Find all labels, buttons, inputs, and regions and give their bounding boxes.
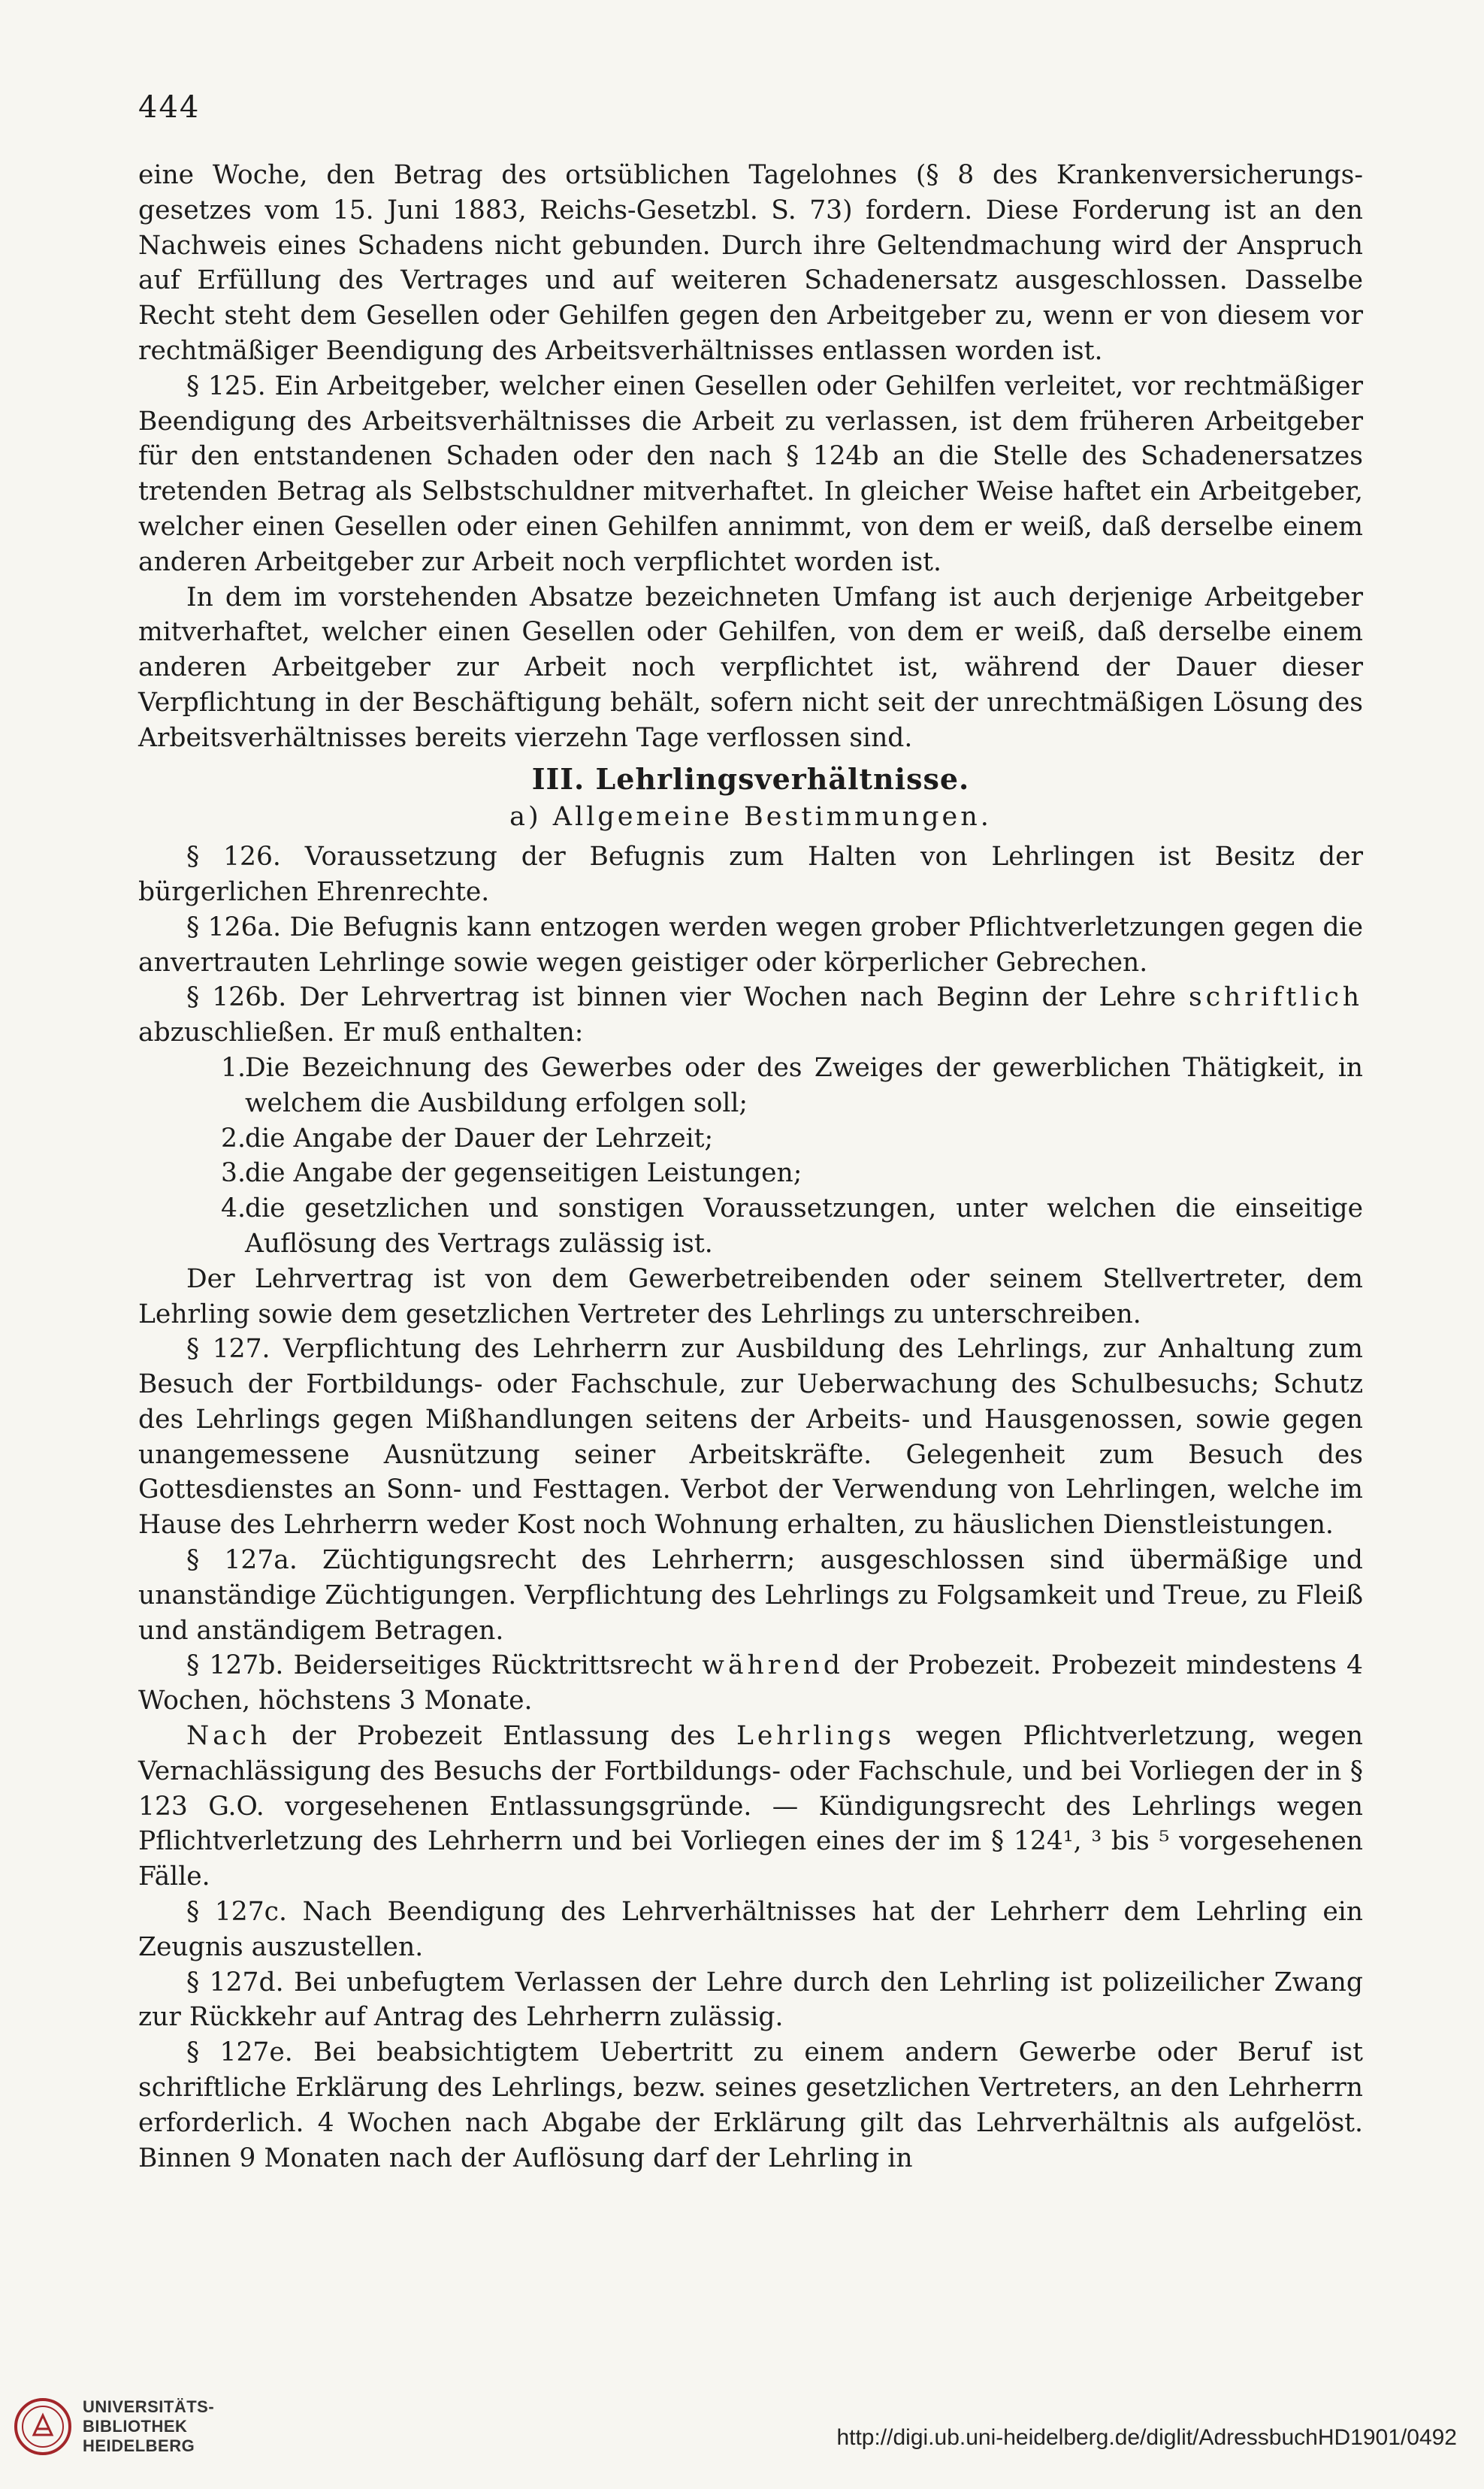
- list-item: [138, 1051, 1363, 1121]
- logo-line: HEIDELBERG: [83, 2436, 195, 2455]
- paragraph-127a: § 127a. Züchtigungsrecht des Lehrherrn; ausgeschlossen sind übermäßige und unanständige Züchtigungen. Verpflichtung des Lehrlings zu Folgsamkeit und Treue, zu Fleiß und anständigem Betragen.: [138, 1545, 1363, 1646]
- text-run: der Probezeit. Probezeit mindestens 4 Wochen, höchstens 3 Monate.: [138, 1650, 1364, 1716]
- emphasis: Nach: [186, 1721, 271, 1752]
- list-text: die Angabe der Dauer der Lehrzeit;: [245, 1123, 714, 1154]
- list-number: 3.: [221, 1158, 246, 1189]
- list-number: 1.: [221, 1052, 246, 1083]
- paragraph: Der Lehrvertrag ist von dem Gewerbetreibenden oder seinem Stellvertreter, dem Lehrling sowie dem gesetzlichen Vertreter des Lehrlings zu unterschreiben.: [138, 1263, 1363, 1329]
- emphasis: während: [702, 1650, 844, 1681]
- paragraph-126a: § 126a. Die Befugnis kann entzogen werden wegen grober Pflichtverletzungen gegen die anvertrauten Lehrlinge sowie wegen geistiger oder körperlicher Gebrechen.: [138, 912, 1363, 978]
- library-logo[interactable]: [14, 2397, 214, 2456]
- page-text: [138, 158, 1363, 2176]
- university-seal-icon: [14, 2397, 72, 2456]
- logo-text: [83, 2397, 214, 2456]
- paragraph: [138, 1719, 1363, 1895]
- list-text: Die Bezeichnung des Gewerbes oder des Zweiges der gewerblichen Thätigkeit, in welchem die Ausbildung erfolgen soll;: [245, 1052, 1363, 1118]
- source-url-link[interactable]: http://digi.ub.uni-heidelberg.de/diglit/AdressbuchHD1901/0492: [836, 2425, 1457, 2450]
- text-run: § 126b. Der Lehrvertrag ist binnen vier Wochen nach Beginn der Lehre: [186, 982, 1176, 1013]
- paragraph-127d: § 127d. Bei unbefugtem Verlassen der Lehre durch den Lehrling ist polizeilicher Zwang zur Rückkehr auf Antrag des Lehrherrn zulässig.: [138, 1967, 1363, 2033]
- paragraph-127b: [138, 1648, 1363, 1719]
- list-item: [138, 1156, 1363, 1191]
- text-run: § 127b. Beiderseitiges Rücktrittsrecht: [186, 1650, 693, 1681]
- section-heading: III. Lehrlingsverhältnisse.: [531, 761, 970, 796]
- paragraph: In dem im vorstehenden Absatze bezeichneten Umfang ist auch derjenige Arbeitgeber mitverhaftet, welcher einen Gesellen oder Gehilfen, von dem er weiß, daß derselbe einem anderen Arbeitgeber zur Arbeit noch verpflichtet ist, während der Dauer dieser Verpflichtung in der Beschäftigung behält, sofern nicht seit der unrechtmäßigen Lösung des Arbeitsverhältnisses bereits vierzehn Tage verflossen sind.: [138, 582, 1363, 753]
- paragraph-126: § 126. Voraussetzung der Befugnis zum Halten von Lehrlingen ist Besitz der bürgerlichen Ehrenrechte.: [138, 842, 1363, 907]
- emphasis: schriftlich: [1188, 982, 1363, 1013]
- list-number: 2.: [221, 1123, 246, 1154]
- paragraph-127c: § 127c. Nach Beendigung des Lehrverhältnisses hat der Lehrherr dem Lehrling ein Zeugnis auszustellen.: [138, 1897, 1363, 1962]
- text-run: der Probezeit Entlassung des: [292, 1721, 716, 1752]
- text-run: abzuschließen. Er muß enthalten:: [138, 1018, 584, 1048]
- logo-line: UNIVERSITÄTS-: [83, 2397, 215, 2416]
- paragraph-126b: [138, 980, 1363, 1051]
- paragraph-125: § 125. Ein Arbeitgeber, welcher einen Gesellen oder Gehilfen verleitet, vor rechtmäßiger Beendigung des Arbeitsverhältnisses die Arbeit zu verlassen, ist dem früheren Arbeitgeber für den entstandenen Schaden oder den nach § 124b an die Stelle des Schadenersatzes tretenden Betrag als Selbstschuldner mitverhaftet. In gleicher Weise haftet ein Arbeitgeber, welcher einen Gesellen oder einen Gehilfen annimmt, von dem er weiß, daß derselbe einem anderen Arbeitgeber zur Arbeit noch verpflichtet worden ist.: [138, 370, 1363, 577]
- paragraph-127: § 127. Verpflichtung des Lehrherrn zur Ausbildung des Lehrlings, zur Anhaltung zum Besuch der Fortbildungs- oder Fachschule, zur Ueberwachung des Schulbesuchs; Schutz des Lehrlings gegen Mißhandlungen seitens der Arbeits- und Hausgenossen, sowie gegen unangemessene Ausnützung seiner Arbeitskräfte. Gelegenheit zum Besuch des Gottesdienstes an Sonn- und Festtagen. Verbot der Verwendung von Lehrlingen, welche im Hause des Lehrherrn weder Kost noch Wohnung erhalten, zu häuslichen Dienstleistungen.: [138, 1334, 1363, 1541]
- list-item: [138, 1191, 1363, 1262]
- page-number: 444: [138, 90, 201, 125]
- requirements-list: [138, 1051, 1363, 1262]
- text-run: wegen Pflichtverletzung, wegen Vernachlässigung des Besuchs der Fortbildungs- oder Fachschule, und bei Vorliegen der in § 123 G.O. vorgesehenen Entlassungsgründe. — Kündigungsrecht des Lehrlings wegen Pflichtverletzung des Lehrherrn und bei Vorliegen eines der im § 124¹, ³ bis ⁵ vorgesehenen Fälle.: [138, 1721, 1364, 1892]
- footer: [0, 2361, 1484, 2489]
- logo-line: BIBLIOTHEK: [83, 2417, 188, 2436]
- list-text: die Angabe der gegenseitigen Leistungen;: [245, 1158, 802, 1189]
- list-item: [138, 1121, 1363, 1157]
- paragraph: eine Woche, den Betrag des ortsüblichen Tagelohnes (§ 8 des Krankenversicherungsgesetzes vom 15. Juni 1883, Reichs-Gesetzbl. S. 73) fordern. Diese Forderung ist an den Nachweis eines Schadens nicht gebunden. Durch ihre Geltendmachung wird der Anspruch auf Erfüllung des Vertrages und auf weiteren Schadenersatz ausgeschlossen. Dasselbe Recht steht dem Gesellen oder Gehilfen gegen den Arbeitgeber zu, wenn er von diesem vor rechtmäßiger Beendigung des Arbeitsverhältnisses entlassen worden ist.: [138, 160, 1363, 366]
- list-text: die gesetzlichen und sonstigen Voraussetzungen, unter welchen die einseitige Auflösung des Vertrags zulässig ist.: [245, 1193, 1363, 1259]
- list-number: 4.: [221, 1193, 246, 1224]
- subsection-heading: a) Allgemeine Bestimmungen.: [509, 802, 992, 833]
- emphasis: Lehrlings: [736, 1721, 896, 1752]
- paragraph-127e: § 127e. Bei beabsichtigtem Uebertritt zu einem andern Gewerbe oder Beruf ist schriftliche Erklärung des Lehrlings, bezw. seines gesetzlichen Vertreters, an den Lehrherrn erforderlich. 4 Wochen nach Abgabe der Erklärung gilt das Lehrverhältnis als aufgelöst. Binnen 9 Monaten nach der Auflösung darf der Lehrling in: [138, 2037, 1363, 2173]
